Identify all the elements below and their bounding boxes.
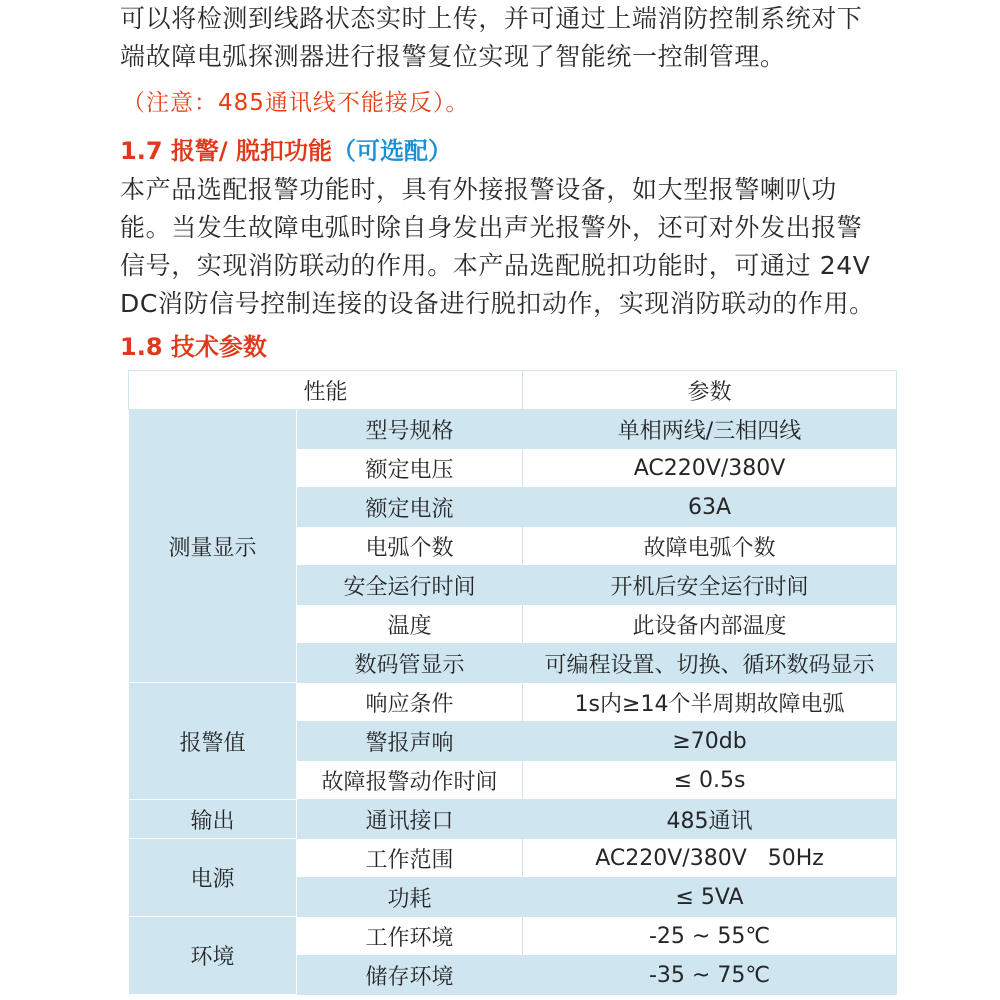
header-parameter: 参数 bbox=[523, 371, 897, 410]
table-row bbox=[129, 839, 897, 878]
section-heading-1-7 bbox=[120, 134, 452, 168]
value-cell: ≤ 5VA bbox=[523, 878, 897, 917]
item-cell: 温度 bbox=[297, 605, 523, 644]
paragraph-line: 信号，实现消防联动的作用。本产品选配脱扣功能时，可通过 24V bbox=[120, 251, 871, 280]
section-title: 技术参数 bbox=[170, 333, 267, 361]
table-row bbox=[129, 917, 897, 956]
value-cell: 485通讯 bbox=[523, 800, 897, 839]
value-cell: 1s内≥14个半周期故障电弧 bbox=[523, 683, 897, 722]
item-cell: 安全运行时间 bbox=[297, 566, 523, 605]
item-cell: 工作环境 bbox=[297, 917, 523, 956]
item-cell: 通讯接口 bbox=[297, 800, 523, 839]
section-number: 1.7 bbox=[120, 137, 163, 165]
item-cell: 故障报警动作时间 bbox=[297, 761, 523, 800]
value-cell: -25 ~ 55℃ bbox=[523, 917, 897, 956]
intro-paragraph bbox=[120, 0, 920, 76]
section-title: 报警/ 脱扣功能 bbox=[170, 137, 332, 165]
item-cell: 储存环境 bbox=[297, 956, 523, 995]
item-cell: 型号规格 bbox=[297, 410, 523, 449]
category-cell: 报警值 bbox=[129, 683, 297, 800]
value-cell: AC220V/380V bbox=[523, 449, 897, 488]
table-row bbox=[129, 800, 897, 839]
section-number: 1.8 bbox=[120, 333, 163, 361]
tech-params-table bbox=[128, 370, 897, 995]
table-header-row bbox=[129, 371, 897, 410]
category-cell: 输出 bbox=[129, 800, 297, 839]
value-cell: -35 ~ 75℃ bbox=[523, 956, 897, 995]
paragraph-line: 端故障电弧探测器进行报警复位实现了智能统一控制管理。 bbox=[120, 42, 786, 71]
item-cell: 功耗 bbox=[297, 878, 523, 917]
item-cell: 响应条件 bbox=[297, 683, 523, 722]
item-cell: 电弧个数 bbox=[297, 527, 523, 566]
paragraph-line: 可以将检测到线路状态实时上传，并可通过上端消防控制系统对下 bbox=[120, 4, 863, 33]
value-cell: 此设备内部温度 bbox=[523, 605, 897, 644]
value-cell: 开机后安全运行时间 bbox=[523, 566, 897, 605]
category-cell: 测量显示 bbox=[129, 410, 297, 683]
value-cell: AC220V/380V 50Hz bbox=[523, 839, 897, 878]
paragraph-line: 能。当发生故障电弧时除自身发出声光报警外，还可对外发出报警 bbox=[120, 213, 863, 242]
section-heading-1-8 bbox=[120, 330, 267, 364]
header-performance: 性能 bbox=[129, 371, 523, 410]
value-cell: 63A bbox=[523, 488, 897, 527]
value-cell: ≤ 0.5s bbox=[523, 761, 897, 800]
item-cell: 数码管显示 bbox=[297, 644, 523, 683]
optional-tag: （可选配） bbox=[332, 137, 452, 165]
wiring-note: （注意：485通讯线不能接反）。 bbox=[122, 90, 470, 116]
category-cell: 电源 bbox=[129, 839, 297, 917]
value-cell: 故障电弧个数 bbox=[523, 527, 897, 566]
value-cell: 可编程设置、切换、循环数码显示 bbox=[523, 644, 897, 683]
category-cell: 环境 bbox=[129, 917, 297, 995]
item-cell: 额定电压 bbox=[297, 449, 523, 488]
paragraph-line: DC消防信号控制连接的设备进行脱扣动作，实现消防联动的作用。 bbox=[120, 289, 875, 318]
table-row bbox=[129, 683, 897, 722]
item-cell: 工作范围 bbox=[297, 839, 523, 878]
paragraph-line: 本产品选配报警功能时，具有外接报警设备，如大型报警喇叭功 bbox=[120, 175, 837, 204]
item-cell: 警报声响 bbox=[297, 722, 523, 761]
alarm-trip-paragraph bbox=[120, 171, 920, 323]
value-cell: 单相两线/三相四线 bbox=[523, 410, 897, 449]
item-cell: 额定电流 bbox=[297, 488, 523, 527]
value-cell: ≥70db bbox=[523, 722, 897, 761]
table-row bbox=[129, 410, 897, 449]
